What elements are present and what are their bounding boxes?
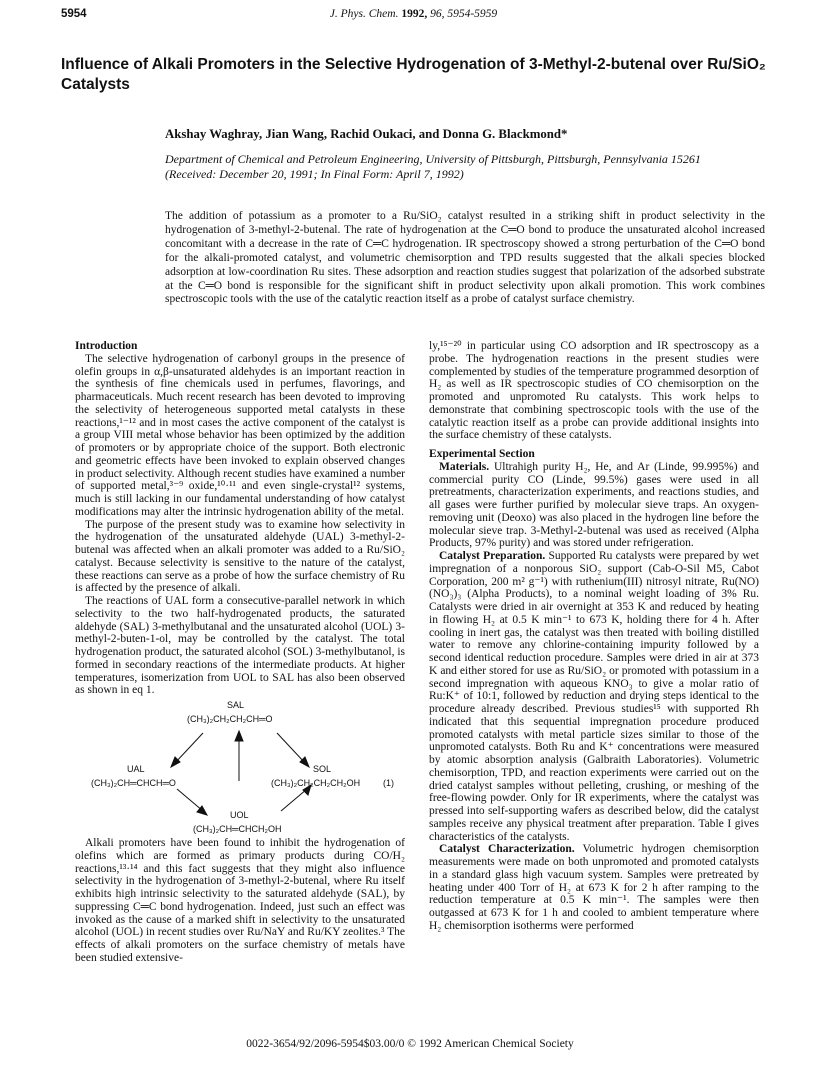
preparation-runin: Catalyst Preparation. [439, 550, 546, 562]
materials-runin: Materials. [439, 460, 490, 473]
right-column [429, 340, 759, 933]
affiliation-block [165, 152, 765, 182]
affiliation: Department of Chemical and Petroleum Engineering, University of Pittsburgh, Pittsburgh, Pennsylvania 15261 [165, 152, 701, 166]
characterization-runin: Catalyst Characterization. [439, 843, 575, 856]
intro-continuation: ly,¹⁵⁻²⁰ in particular using CO adsorption and IR spectroscopy as a probe. The hydrogenation reactions in the present studies were complemented by studies of the temperature programmed desorption of H₂ as well as IR spectroscopic studies of CO chemisorption on the promoted and unpromoted Ru catalysts. This work helps to demonstrate that combining spectroscopic tools with the use of the catalytic reaction itself as a probe can provide additional insights into the surface chemistry of these catalysts. [429, 340, 759, 442]
article-title: Influence of Alkali Promoters in the Selective Hydrogenation of 3-Methyl-2-butenal over Ru/SiO₂ Catalysts [61, 56, 766, 93]
sal-label: SAL [227, 700, 245, 710]
journal-year: 1992, [401, 8, 428, 20]
ual-formula: (CH₃)₂CH═CHCH═O [91, 778, 176, 788]
sol-label: SOL [313, 764, 332, 774]
sal-formula: (CH₃)₂CH₂CH₂CH═O [187, 714, 273, 724]
uol-formula: (CH₃)₂CH═CHCH₂OH [193, 824, 282, 834]
introduction-heading: Introduction [75, 340, 138, 352]
reaction-scheme [75, 699, 405, 835]
author-list: Akshay Waghray, Jian Wang, Rachid Oukaci, and Donna G. Blackmond* [165, 127, 568, 141]
left-column [75, 340, 405, 965]
intro-paragraph-1: The selective hydrogenation of carbonyl groups in the presence of olefin groups in α,β-unsaturated aldehydes is an important reaction in the synthesis of fine chemicals used in perfumes, flavorings, and pharmaceuticals. Much recent research has been devoted to improving the selectivity of heterogeneous supported metal catalysts in these reactions,¹⁻¹² and in most cases the active component of the catalyst is a group VIII metal whose behavior has been optimized by the addition of promoters or by appropriate choice of the support. Both electronic and geometric effects have been invoked to explain observed changes in product selectivity. Although recent studies have examined a number of supported metal,³⁻⁹ oxide,¹⁰·¹¹ and even single-crystal¹² systems, much is still lacking in our fundamental understanding of how catalyst modifications may alter the intrinsic hydrogenation ability of the metal. [75, 352, 405, 518]
characterization-text: Volumetric hydrogen chemisorption measurements were made on both unpromoted and promoted catalysts in a standard glass high vacuum system. Samples were pretreated by heating under 400 Torr of H₂ at 673 K for 2 h after ramping to the reduction temperature at 0.5 K min⁻¹. The samples were then outgassed at 673 K for 1 h and cooled to ambient temperature where H₂ chemisorption isotherms were performed [429, 843, 759, 932]
uol-label: UOL [230, 810, 249, 820]
preparation-text: Supported Ru catalysts were prepared by wet impregnation of a nonporous SiO₂ support (Cab-O-Sil M5, Cabot Corporation, 200 m² g⁻¹) with ruthenium(III) nitrosyl nitrate, Ru(NO)(NO₃)₃ (Alpha Products), to a nominal weight loading of 3% Ru. Catalysts were dried in air overnight at 353 K and reduced by heating in flowing H₂ at 0.5 K min⁻¹ to 673 K, holding there for 4 h. After cooling in inert gas, the catalyst was then treated with boiling distilled water to remove any chlorine-containing impurity followed by a second identical reduction procedure. Samples were dried in air at 373 K and either stored for use as Ru/SiO₂ or promoted with potassium in a second impregnation with aqueous KNO₃ to give a molar ratio of Ru:K⁺ of 10:1, followed by reduction and drying steps identical to the procedure already described. Previous studies¹⁵ with supported Rh indicated that this sequential impregnation procedure produced promoted catalysts with metal particle sizes similar to those of the unpromoted catalysts. Both Ru and K⁺ concentrations were measured by atomic absorption analysis (Galbraith Laboratories). Volumetric chemisorption, TPD, and reaction experiments were carried out on the dried catalyst samples without pelleting, crushing, or meshing of the free-flowing powder. Only for IR experiments, where the catalyst was pressed into self-supporting wafers as described below, did the catalyst samples receive any physical treatment after preparation. Table I gives characteristics of the catalysts. [429, 550, 759, 843]
materials-paragraph [429, 461, 759, 550]
received-dates: (Received: December 20, 1991; In Final Form: April 7, 1992) [165, 167, 464, 181]
intro-paragraph-2: The purpose of the present study was to examine how selectivity in the hydrogenation of the unsaturated aldehyde (UAL) 3-methyl-2-butenal was affected when an alkali promoter was added to a Ru/SiO₂ catalyst. Because selectivity is sensitive to the nature of the catalyst, these reactions can serve as a probe of how the surface chemistry of Ru is affected by the presence of alkali. [75, 518, 405, 595]
ual-label: UAL [127, 764, 145, 774]
experimental-heading: Experimental Section [429, 448, 535, 460]
intro-paragraph-4: Alkali promoters have been found to inhibit the hydrogenation of olefins which are formed as primary products during CO/H₂ reactions,¹³·¹⁴ and this fact suggests that they might also influence selectivity in the hydrogenation of 3-methyl-2-butenal, where Ru itself exhibits high intrinsic selectivity to the saturated aldehyde (SAL), by suppressing C═C bond hydrogenation. Indeed, just such an effect was invoked as the cause of a marked shift in selectivity to the unsaturated alcohol (UOL) in recent studies over Ru/NaY and Ru/KY zeolites.³ The effects of alkali promoters on the surface chemistry of metals have been studied extensive- [75, 837, 405, 964]
running-header [61, 8, 766, 26]
preparation-paragraph [429, 550, 759, 843]
journal-abbrev: J. Phys. Chem. [329, 8, 399, 20]
journal-volume-pages: 96, 5954-5959 [430, 8, 498, 20]
characterization-paragraph [429, 843, 759, 932]
materials-text: Ultrahigh purity H₂, He, and Ar (Linde, 99.995%) and commercial purity CO (Linde, 99.5%) gases were used in all pretreatments, characterization experiments, and reactions studies, and all gases were further purified by molecular sieve traps. An oxygen-removing unit (Deoxo) was also placed in the hydrogen line before the molecular sieve trap. 3-Methyl-2-butenal was used as received (Alpha Products, 97% purity) and was stored under refrigeration. [429, 460, 759, 550]
intro-paragraph-3: The reactions of UAL form a consecutive-parallel network in which selectivity to the two half-hydrogenated products, the saturated aldehyde (SAL) 3-methylbutanal and the unsaturated alcohol (UOL) 3-methyl-2-buten-1-ol, may be controlled by the catalyst. The total hydrogenation product, the saturated alcohol (SOL) 3-methylbutanol, is formed in secondary reactions of the intermediate products. At higher temperatures, isomerization from UOL to SAL has also been observed as shown in eq 1. [75, 595, 405, 697]
page-number: 5954 [61, 8, 87, 20]
equation-number: (1) [383, 778, 394, 788]
footer-copyright: 0022-3654/92/2096-5954$03.00/0 © 1992 American Chemical Society [246, 1038, 574, 1050]
abstract: The addition of potassium as a promoter to a Ru/SiO₂ catalyst resulted in a striking shift in product selectivity in the hydrogenation of 3-methyl-2-butenal. The rate of hydrogenation at the C═O bond to produce the unsaturated alcohol increased concomitant with a decrease in the rate of C═C hydrogenation. IR spectroscopy showed a strong perturbation of the C═O bond for the alkali-promoted catalyst, and volumetric chemisorption and TPD results suggested that the alkali species blocked adsorption at low-coordination Ru sites. These adsorption and reaction studies suggest that polarization of the adsorbed substrate at the C═O bond is responsible for the significant shift in product selectivity upon alkali promotion. This work combines spectroscopic tools with the use of the catalytic reaction itself as a probe of catalyst surface chemistry. [165, 210, 765, 306]
sol-formula: (CH₃)₂CH₂CH₂CH₂OH [271, 778, 361, 788]
journal-citation [61, 8, 766, 20]
